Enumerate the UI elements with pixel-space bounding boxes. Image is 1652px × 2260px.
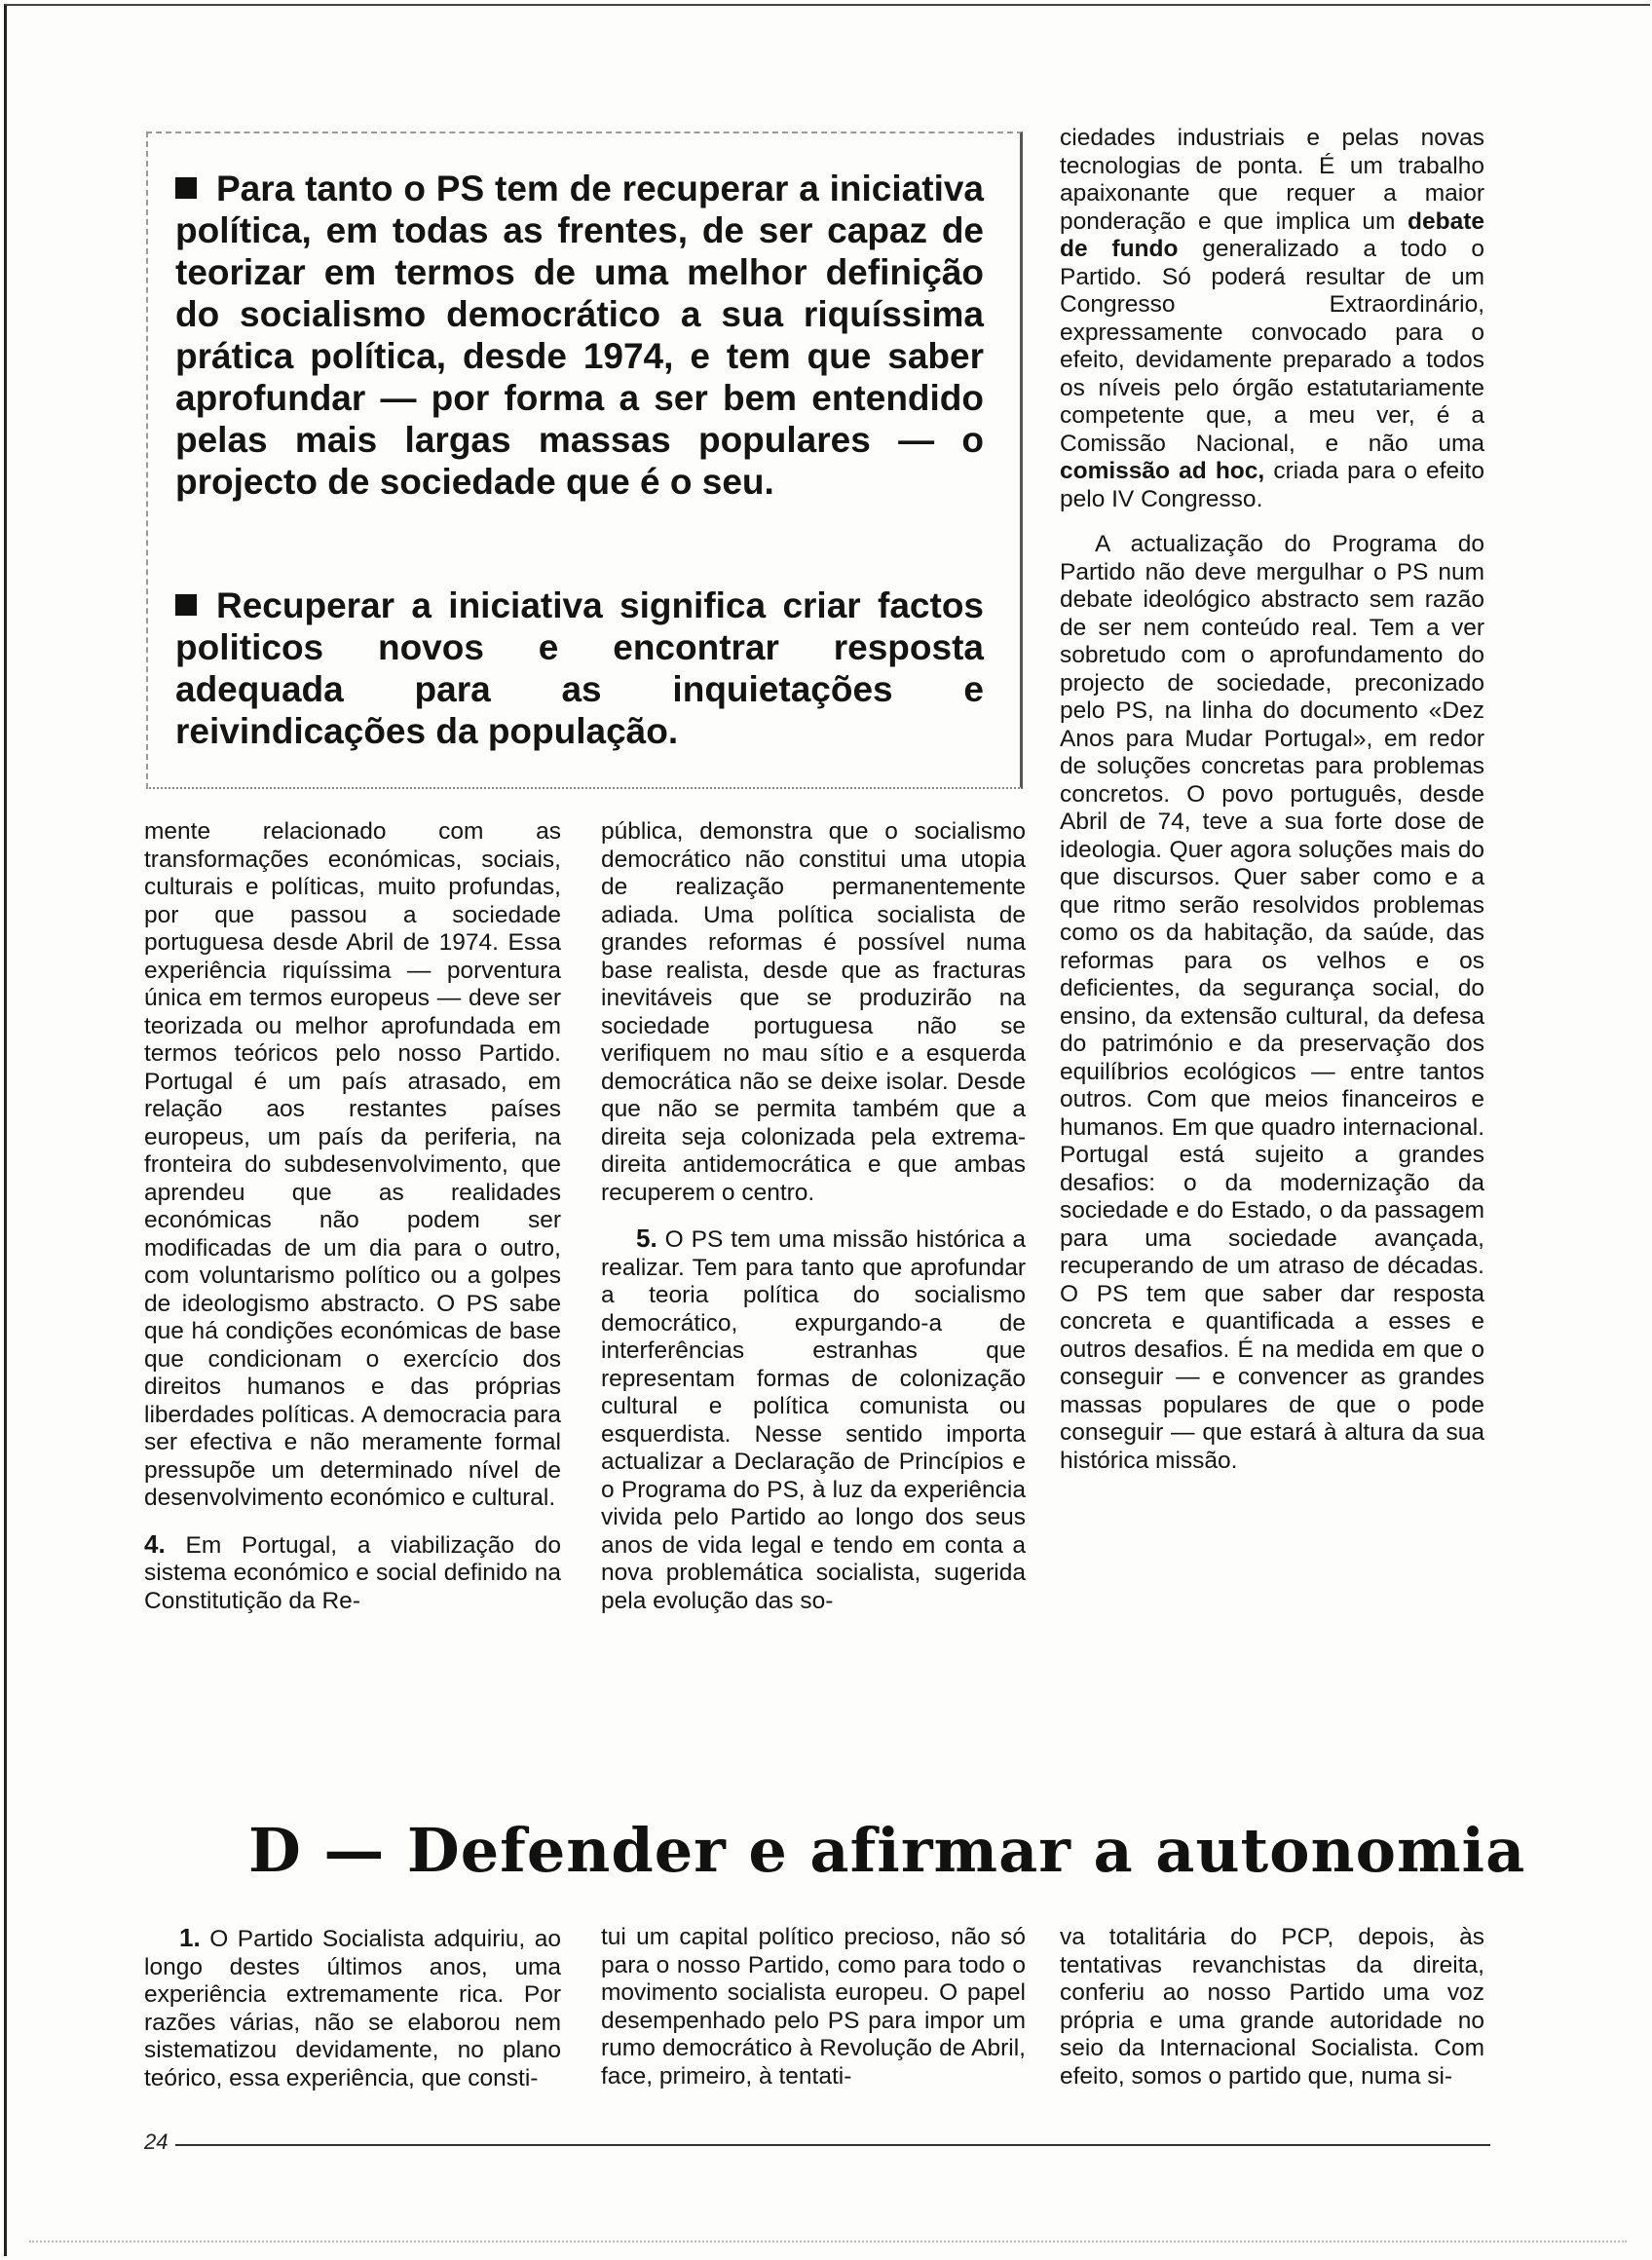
item-number: 1.: [179, 1923, 201, 1952]
column-bottom-left-paragraph: [144, 1924, 561, 2092]
callout-bullet-1: [175, 168, 984, 503]
column-bottom-left: [144, 1924, 561, 2092]
column-top-left-paragraph-2: [144, 1530, 561, 1616]
scan-noise-line: [29, 2241, 1627, 2242]
column-top-left-paragraph-2-text: Em Portugal, a viabilização do sistema económico e social definido na Constitutição da Re-: [144, 1531, 561, 1614]
column-bottom-middle-paragraph: tui um capital político precioso, não só para o nosso Partido, como para todo o movimento socialista europeu. O papel desempenhado pelo PS para impor um rumo democrático à Revolução de Abril, face, primeiro, à tentati-: [601, 1924, 1026, 2090]
column-bottom-middle: [601, 1924, 1026, 2090]
column-bottom-right: [1060, 1924, 1484, 2090]
column-top-middle-paragraph-1: pública, demonstra que o socialismo democrático não constitui uma utopia de realização permanentemente adiada. Uma política socialista de grandes reformas é possível numa base realista, desde que as fracturas inevitáveis que se produzirão na sociedade portuguesa não se verifiquem no mau sítio e a esquerda democrática não se deixe isolar. Desde que não se permita também que a direita seja colonizada pela extrema-direita antidemocrática e que ambas recuperem o centro.: [601, 818, 1026, 1206]
page-number: 24: [144, 2129, 173, 2155]
text-run: generalizado a todo o Partido. Só poderá resultar de um Congresso Extraordinário, expressamente convocado para o efeito, devidamente preparado a todos os níveis pelo órgão estatutariamente competente que, a meu ver, é a Comissão Nacional, e não uma: [1060, 236, 1485, 457]
column-top-middle-paragraph-2-text: O PS tem uma missão histórica a realizar. Tem para tanto que aprofundar a teoria política do socialismo democrático, expurgando-a de interferências estranhas que representam formas de colonização cultural e política comunista ou esquerdista. Nesse sentido importa actualizar a Declaração de Princípios e o Programa do PS, à luz da experiência vivida pelo Partido ao longo dos seus anos de vida legal e tendo em conta a nova problemática socialista, sugerida pela evolução das so-: [601, 1226, 1026, 1614]
item-number: 4.: [144, 1528, 166, 1559]
column-top-left: [144, 818, 561, 1615]
column-top-right-paragraph-2: A actualização do Programa do Partido não deve mergulhar o PS num debate ideológico abstracto sem razão de ser nem conteúdo real. Tem a ver sobretudo com o aprofundamento do projecto de sociedade, preconizado pelo PS, na linha do documento «Dez Anos para Mudar Portugal», em redor de soluções concretas para problemas concretos. O povo português, desde Abril de 74, teve a sua forte dose de ideologia. Quer agora soluções mais do que discursos. Quer saber como e a que ritmo serão resolvidos problemas como os da habitação, da saúde, das reformas para os velhos e os deficientes, da segurança social, do ensino, da extensão cultural, da defesa do património e da preservação dos equilíbrios ecológicos — entre tantos outros. Com que meios financeiros e humanos. Em que quadro internacional. Portugal está sujeito a grandes desafios: o da modernização da sociedade e do Estado, o da passagem para uma sociedade avançada, recuperando de um atraso de décadas. O PS tem que saber dar resposta concreta e quantificada a esses e outros desafios. É na medida em que o conseguir — e convencer as grandes massas populares de que o pode conseguir — que estará à altura da sua histórica missão.: [1060, 531, 1484, 1474]
footer-rule: [175, 2144, 1490, 2146]
column-top-left-paragraph-1: mente relacionado com as transformações económicas, sociais, culturais e políticas, muito profundas, por que passou a sociedade portuguesa desde Abril de 1974. Essa experiência riquíssima — porventura única em termos europeus — deve ser teorizada ou melhor aprofundada em termos teóricos pelo nosso Partido. Portugal é um país atrasado, em relação aos restantes países europeus, um país da periferia, na fronteira do subdesenvolvimento, que aprendeu que as realidades económicas não podem ser modificadas de um dia para o outro, com voluntarismo político ou a golpes de ideologismo abstracto. O PS sabe que há condições económicas de base que condicionam o exercício dos direitos humanos e das próprias liberdades políticas. A democracia para ser efectiva e não meramente formal pressupõe um determinado nível de desenvolvimento económico e cultural.: [144, 818, 561, 1511]
text-run: criada para o efeito pelo IV Congresso.: [1060, 458, 1484, 512]
callout-bullet-1-text: Para tanto o PS tem de recuperar a iniciativa política, em todas as frentes, de ser capaz de teorizar em termos de uma melhor definição do socialismo democrático a sua riquíssima prática política, desde 1974, e tem que saber aprofundar — por forma a ser bem entendido pelas mais largas massas populares — o projecto de sociedade que é o seu.: [175, 169, 984, 502]
callout-bullet-2-text: Recuperar a iniciativa significa criar factos politicos novos e encontrar resposta adequada para as inquietações e reivindicações da população.: [175, 585, 984, 751]
bold-text-run: comissão ad hoc,: [1060, 458, 1265, 484]
column-top-middle: [601, 818, 1026, 1615]
bold-text-run: debate de fundo: [1060, 207, 1484, 262]
text-run: ciedades industriais e pelas novas tecnologias de ponta. É um trabalho apaixonante que requer a maior ponderação e que implica um: [1060, 125, 1484, 235]
bullet-square-icon: [175, 177, 197, 199]
column-top-right: [1060, 125, 1484, 1475]
section-title: D — Defender e afirmar a autonomia: [248, 1815, 1526, 1886]
callout-bullet-2: [175, 584, 984, 752]
item-number: 5.: [636, 1224, 657, 1253]
column-bottom-left-text: O Partido Socialista adquiriu, ao longo destes últimos anos, uma experiência extremamente rica. Por razões várias, não se elaborou nem sistematizou devidamente, no plano teórico, essa experiência, que consti-: [144, 1926, 561, 2091]
column-bottom-right-paragraph: va totalitária do PCP, depois, às tentativas revanchistas da direita, conferiu ao nosso Partido uma voz própria e uma grande autoridade no seio da Internacional Socialista. Com efeito, somos o partido que, numa si-: [1060, 1924, 1484, 2090]
column-top-middle-paragraph-2: [601, 1224, 1026, 1615]
bullet-square-icon: [175, 594, 197, 616]
column-top-right-paragraph-1: [1060, 125, 1484, 513]
